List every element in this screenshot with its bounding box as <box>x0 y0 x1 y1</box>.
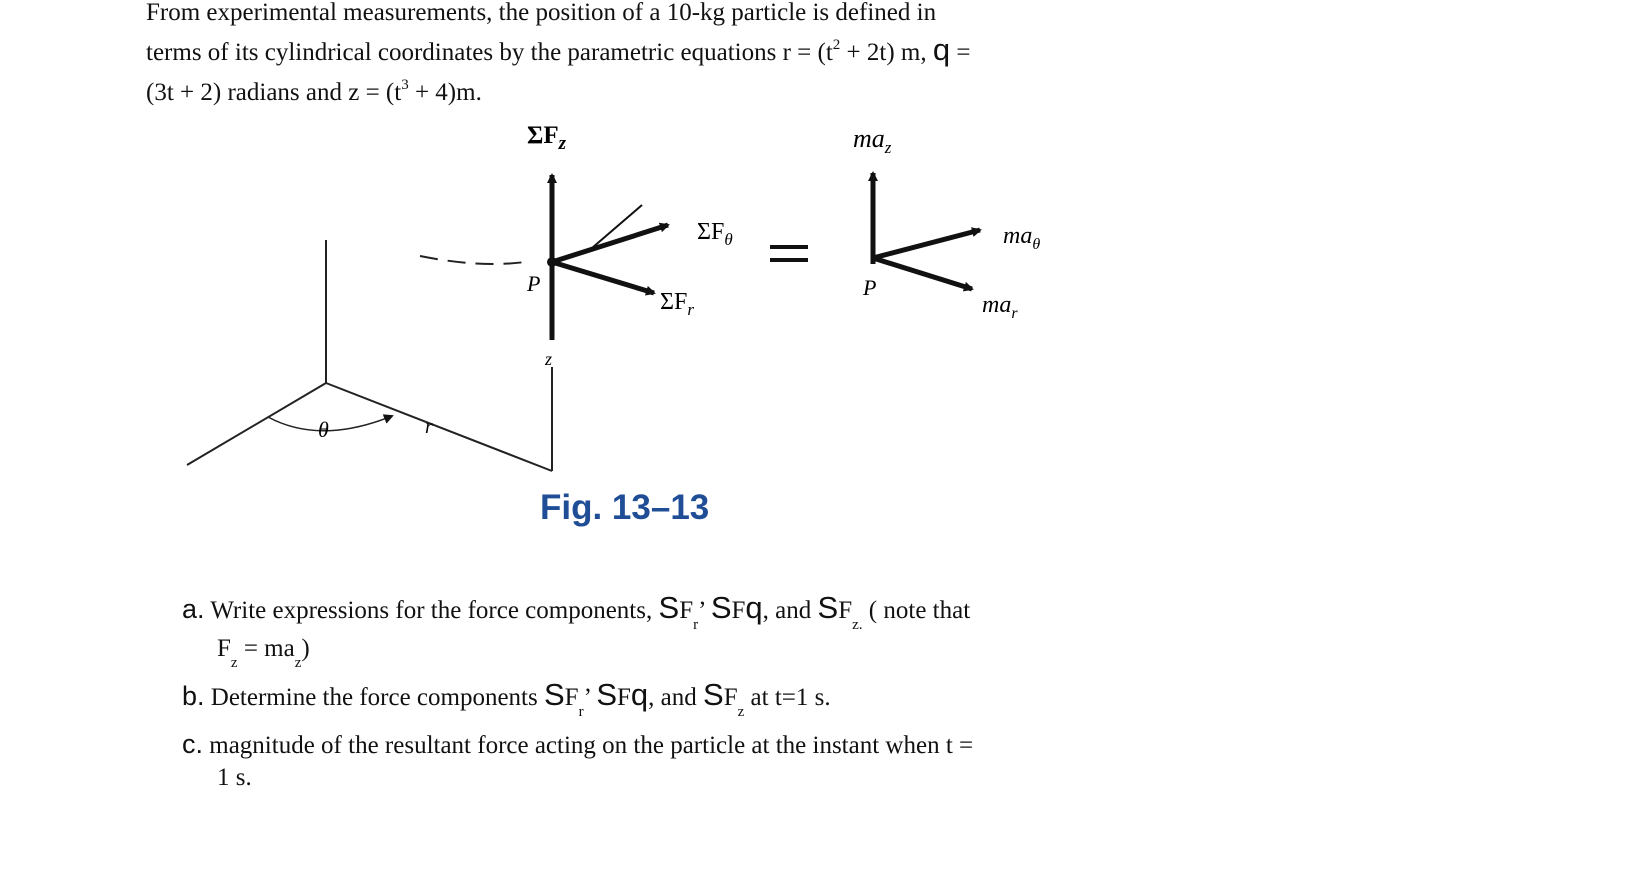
question-a: a. Write expressions for the force components, $SF_r$’ SFq, and $SF_{z.}$ ( note that <box>182 590 971 633</box>
sum-ftheta-label: $\Sigma F_\theta$ <box>697 219 733 249</box>
ma-theta-label: $ma_\theta$ <box>1003 223 1041 253</box>
z-axis-label: z <box>545 349 553 369</box>
question-b: b. Determine the force components $SF_r$’ SFq, and $SF_z$ at t=1 s. <box>182 677 831 720</box>
sum-fz-label: $\Sigma F_z$ <box>527 122 567 154</box>
ma-z-label: $ma_z$ <box>853 124 892 157</box>
question-c-line-2: 1 s. <box>217 764 252 791</box>
question-a-line-2: $F_z = ma_z$) <box>217 635 310 671</box>
problem-line-1: From experimental measurements, the position of a 10-kg particle is defined in <box>146 0 937 26</box>
ma-r-arrow <box>873 258 972 289</box>
point-p-label-right: P <box>863 275 877 300</box>
theta-angle-label: θ <box>318 417 329 442</box>
ma-theta-arrow <box>873 230 980 258</box>
problem-line-3: (3t + 2) radians and $z = (t^3 + 4)m$. <box>146 77 482 106</box>
left-axis-line <box>187 383 326 465</box>
figure-caption: Fig. 13–13 <box>540 488 710 527</box>
point-p-dot <box>547 257 557 267</box>
sum-fr-arrow <box>552 262 654 293</box>
question-c: c. magnitude of the resultant force acting on the particle at the instant when t = <box>182 729 974 759</box>
problem-line-2: terms of its cylindrical coordinates by the parametric equations $r = (t^2 + 2t)$ m, q = <box>146 32 971 67</box>
theta-arc <box>268 416 392 431</box>
dashed-path <box>420 256 525 264</box>
sum-ftheta-arrow <box>552 225 668 262</box>
theta-symbol: q <box>932 32 951 67</box>
sum-fr-label: $\Sigma F_r$ <box>660 289 694 319</box>
point-p-label-left: P <box>527 271 541 296</box>
ma-r-label: $ma_r$ <box>982 292 1018 322</box>
r-axis-label: r <box>425 416 433 438</box>
